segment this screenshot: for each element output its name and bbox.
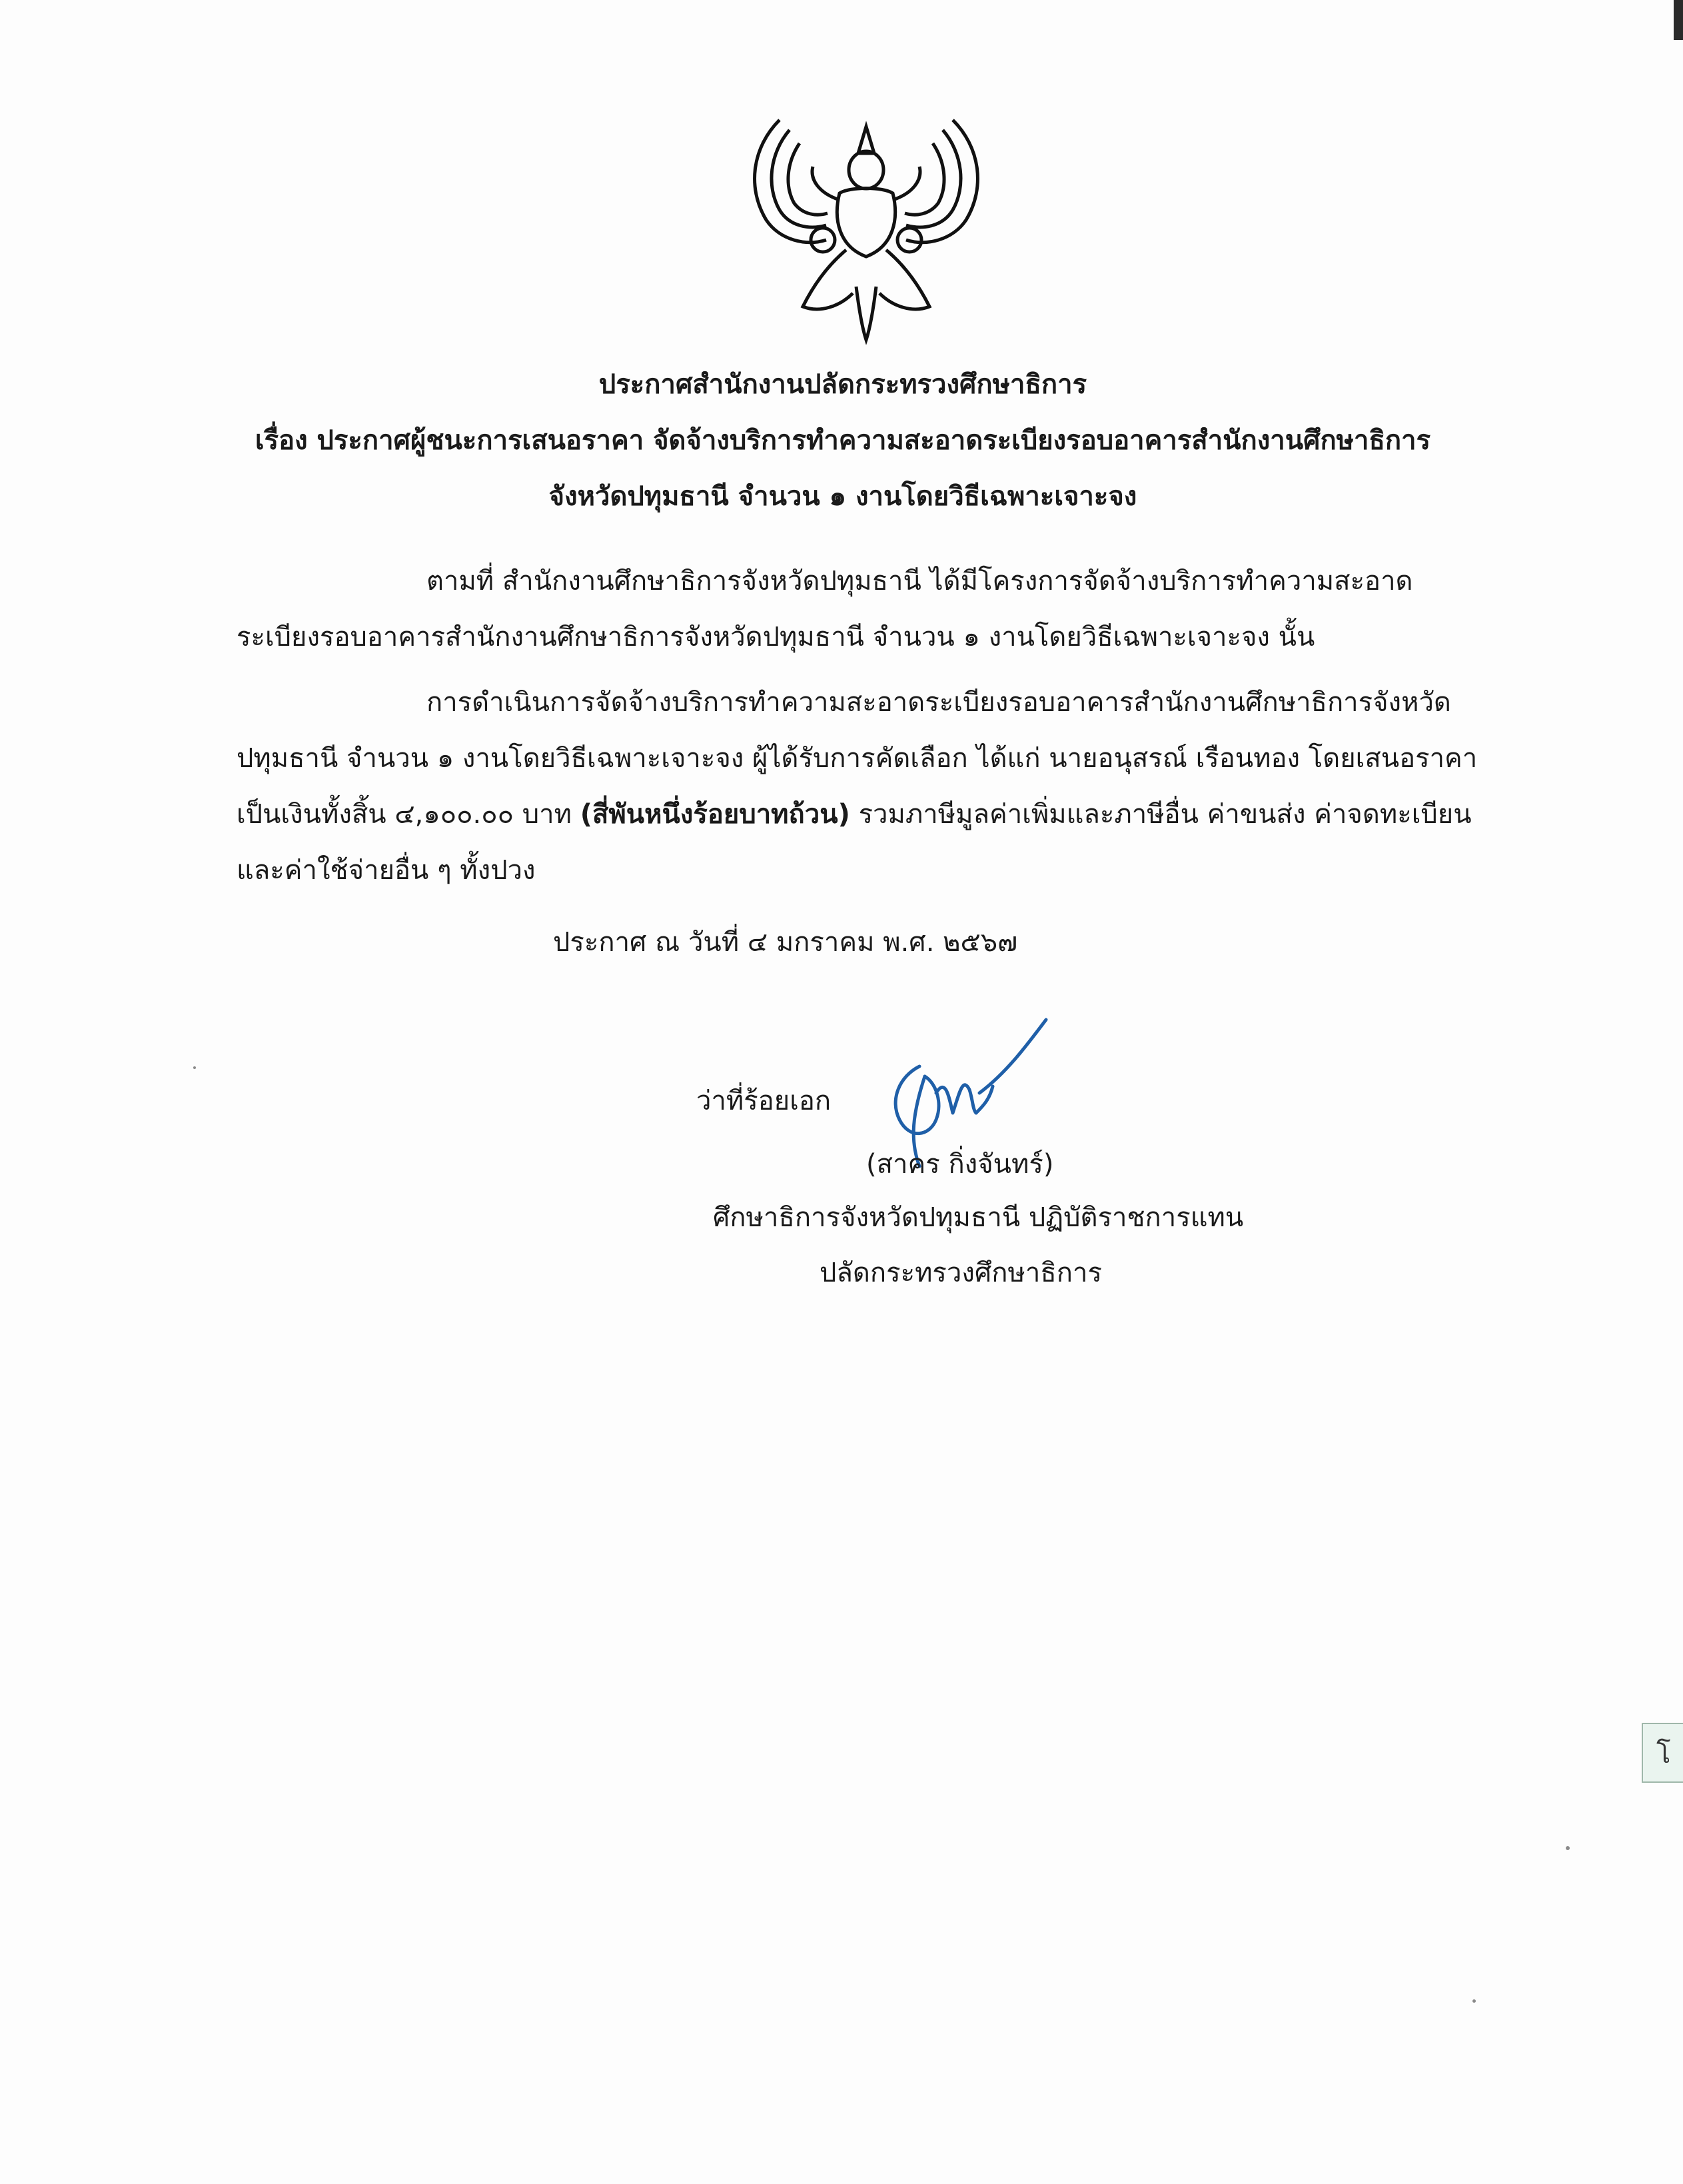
title-block — [200, 357, 1486, 525]
side-tab — [1642, 1723, 1683, 1783]
signer-rank: ว่าที่ร้อยเอก — [696, 1086, 832, 1116]
scan-speck — [1566, 1846, 1570, 1850]
price-conditions: รวมภาษีมูลค่าเพิ่มและภาษีอื่น ค่าขนส่ง ค่าจดทะเบียน — [849, 799, 1472, 830]
side-tab-label: โ — [1656, 1739, 1671, 1769]
paragraph-2-line-1: การดำเนินการจัดจ้างบริการทำความสะอาดระเบียงรอบอาคารสำนักงานศึกษาธิการจังหวัด — [426, 687, 1451, 718]
scan-speck — [193, 1066, 196, 1069]
paragraph-2-line-3 — [237, 786, 1472, 842]
subject-line-2: จังหวัดปทุมธานี จำนวน ๑ งานโดยวิธีเฉพาะเจาะจง — [548, 481, 1137, 512]
subject-line-1: เรื่อง ประกาศผู้ชนะการเสนอราคา จัดจ้างบริการทำความสะอาดระเบียงรอบอาคารสำนักงานศึกษาธิการ — [255, 425, 1431, 456]
paragraph-2-line-2: ปทุมธานี จำนวน ๑ งานโดยวิธีเฉพาะเจาะจง ผู้ได้รับการคัดเลือก ได้แก่ นายอนุสรณ์ เรือนทอง โดยเสนอราคา — [237, 743, 1478, 774]
paragraph-1-line-2: ระเบียงรอบอาคารสำนักงานศึกษาธิการจังหวัดปทุมธานี จำนวน ๑ งานโดยวิธีเฉพาะเจาะจง นั้น — [237, 622, 1315, 652]
scan-speck — [1472, 1999, 1476, 2003]
paragraph-1-line-1: ตามที่ สำนักงานศึกษาธิการจังหวัดปทุมธานี ได้มีโครงการจัดจ้างบริการทำความสะอาด — [426, 566, 1413, 596]
signer-position-1: ศึกษาธิการจังหวัดปทุมธานี ปฏิบัติราชการแทน — [713, 1202, 1244, 1233]
price-in-words: (สี่พันหนึ่งร้อยบาทถ้วน) — [580, 799, 850, 830]
garuda-emblem — [740, 107, 993, 347]
signer-name: (สาคร กิ่งจันทร์) — [866, 1149, 1054, 1180]
price-text: เป็นเงินทั้งสิ้น ๔,๑๐๐.๐๐ บาท — [237, 799, 580, 830]
paragraph-2-line-4: และค่าใช้จ่ายอื่น ๆ ทั้งปวง — [237, 855, 536, 886]
announcement-title: ประกาศสำนักงานปลัดกระทรวงศึกษาธิการ — [598, 369, 1087, 400]
announcement-date: ประกาศ ณ วันที่ ๔ มกราคม พ.ศ. ๒๕๖๗ — [553, 927, 1018, 958]
scan-edge-strip — [1674, 0, 1683, 40]
signer-position-2: ปลัดกระทรวงศึกษาธิการ — [820, 1258, 1102, 1288]
